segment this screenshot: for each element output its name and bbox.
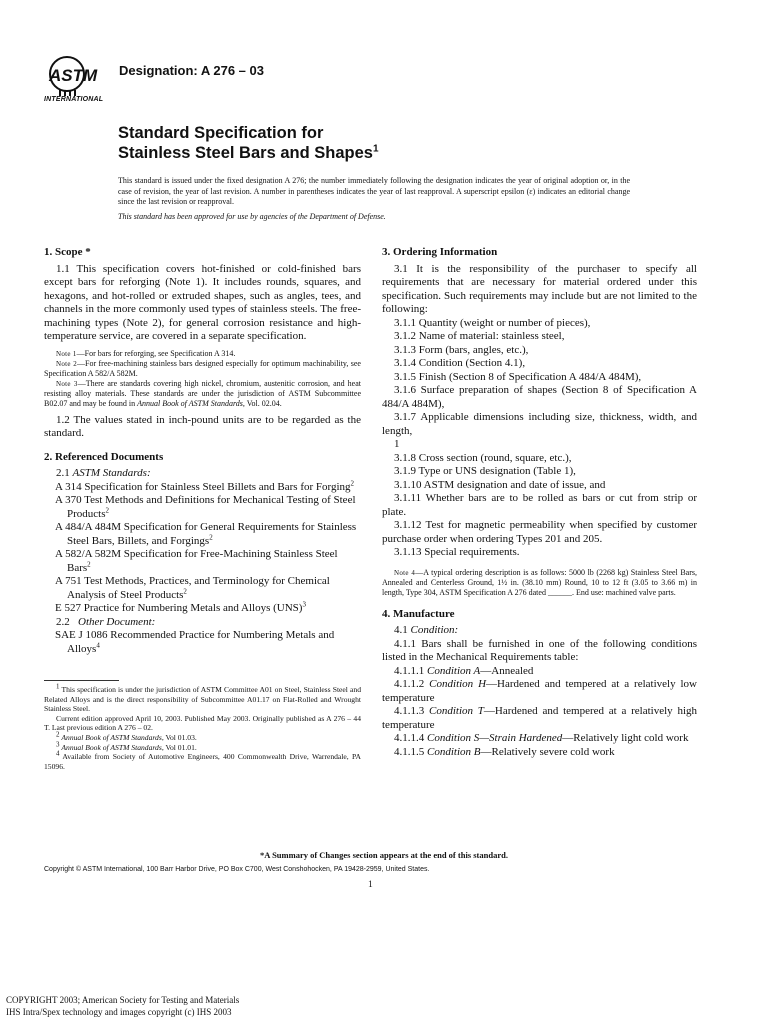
footnote-4-text: Available from Society of Automotive Engineers, 400 Commonwealth Drive, Warrendale, PA 15096. — [44, 752, 361, 771]
cond-s-label: Condition S — [427, 732, 480, 744]
para-4-1-1-2 — [382, 678, 697, 705]
referenced-documents-heading: 2. Referenced Documents — [44, 450, 164, 463]
note-2 — [44, 359, 361, 379]
logo-subtext: INTERNATIONAL — [44, 96, 104, 103]
ordering-heading: 3. Ordering Information — [382, 246, 498, 258]
ref-e527-sup: 3 — [302, 600, 306, 609]
ihs-footer — [6, 994, 239, 1018]
ref-a314 — [44, 478, 361, 495]
ref-sae-text: SAE J 1086 Recommended Practice for Numbering Metals and Alloys — [55, 629, 335, 655]
ref-a751 — [44, 575, 361, 602]
note-1 — [44, 349, 361, 359]
intro-paragraph: This standard is issued under the fixed designation A 276; the number immediately following the designation indicates the year of original adoption or, in the case of revision, the year of last revision. A number in parentheses indicates the year of last reapproval. A superscript epsilon (ε) indicates an editorial change since the last revision or reapproval. — [118, 176, 630, 207]
item-3-1-4: 3.1.4 Condition (Section 4.1), — [394, 357, 526, 369]
footnote-1-text: This specification is under the jurisdiction of ASTM Committee A01 on Steel, Stainless Steel and Related Alloys and is the direct responsibility of Subcommittee A01.17 on Flat-Rolled and Wrought Stainless Steel. — [44, 685, 361, 714]
title-line2 — [118, 143, 379, 163]
footnote-1 — [44, 682, 361, 714]
ref-a484 — [44, 521, 361, 548]
cond-s-text: —Relatively light cold work — [562, 732, 689, 744]
ref-a582-text: A 582/A 582M Specification for Free-Machining Stainless Steel Bars — [55, 548, 338, 574]
title-footnote-ref: 1 — [372, 143, 379, 155]
footnote-4 — [44, 749, 361, 771]
manufacture-heading: 4. Manufacture — [382, 607, 455, 620]
item-3-1-5: 3.1.5 Finish (Section 8 of Specification A 484/A 484M), — [394, 370, 642, 383]
ref-a751-sup: 2 — [183, 586, 187, 595]
para-4-1 — [382, 624, 697, 638]
note-4 — [382, 568, 697, 598]
footnote-2-italic: Annual Book of ASTM Standards — [61, 732, 162, 742]
para-4-1-1-3 — [382, 705, 697, 732]
scope-heading: 1. Scope * — [44, 246, 91, 258]
footnote-3 — [44, 740, 361, 753]
footnote-4-sup: 4 — [56, 749, 60, 758]
item-3-1-1: 3.1.1 Quantity (weight or number of pieces), — [394, 316, 591, 329]
item-3-1-3: 3.1.3 Form (bars, angles, etc.), — [394, 343, 529, 356]
cond-h-text: —Hardened and tempered at a relatively low temperature — [382, 678, 697, 704]
ref-e527 — [44, 602, 361, 616]
ref-a582-sup: 2 — [87, 559, 91, 568]
ref-a582 — [44, 548, 361, 575]
right-column — [382, 246, 697, 759]
ref-a314-sup: 2 — [350, 478, 355, 487]
note-4-text: —A typical ordering description is as follows: 5000 lb (2268 kg) Stainless Steel Bars, Annealed and Centerless Ground, 1½ in. (38.10 mm) Round, 10 to 12 ft (3.05 to 3.66 m) in length, Type 304, ASTM Specification A 276 dated ______. End use: machined valve parts. — [382, 567, 697, 597]
para-1-2: 1.2 The values stated in inch-pound units are to be regarded as the standard. — [44, 413, 361, 439]
note-3-italic: Annual Book of ASTM Standards — [137, 398, 243, 408]
para-2-1-title: ASTM Standards: — [72, 467, 151, 479]
item-3-1-6: 3.1.6 Surface preparation of shapes (Section 8 of Specification A 484/A 484M), — [382, 384, 697, 410]
left-column — [44, 246, 361, 771]
ref-a314-text: A 314 Specification for Stainless Steel Billets and Bars for Forging — [55, 480, 351, 493]
cond-h-label: Condition H — [429, 678, 487, 690]
note-1-label: Note 1 — [56, 349, 77, 358]
para-4-1-1-1 — [382, 665, 697, 679]
note-3 — [44, 379, 361, 409]
note-2-label: Note 2 — [56, 359, 78, 368]
para-2-1 — [44, 467, 361, 481]
footnote-3-end: , Vol 01.01. — [161, 742, 197, 752]
cond-t-label: Condition T — [429, 705, 484, 717]
cond-s-label2: —Strain Hardened — [479, 732, 563, 744]
summary-of-changes-note: *A Summary of Changes section appears at the end of this standard. — [260, 850, 508, 860]
ref-sae-j1086 — [44, 629, 361, 656]
title-line1: Standard Specification for — [118, 124, 324, 142]
footnote-divider — [44, 680, 119, 681]
para-4-1-title: Condition: — [410, 624, 459, 636]
designation: Designation: A 276 – 03 — [119, 63, 264, 78]
footnote-2 — [44, 730, 361, 743]
ref-a751-text: A 751 Test Methods, Practices, and Terminology for Chemical Analysis of Steel Products — [55, 575, 330, 601]
footnote-1b: Current edition approved April 10, 2003. Published May 2003. Originally published as A 276 – 44 T. Last previous edition A 276 – 02. — [44, 713, 361, 733]
ref-e527-text: E 527 Practice for Numbering Metals and Alloys (UNS) — [55, 602, 303, 614]
cond-b-label: Condition B — [427, 745, 481, 758]
item-3-1-9: 3.1.9 Type or UNS designation (Table 1), — [394, 465, 576, 477]
item-3-1-11: 3.1.11 Whether bars are to be rolled as bars or cut from strip or plate. — [382, 492, 697, 518]
item-3-1-7: 3.1.7 Applicable dimensions including size, thickness, width, and length, — [382, 411, 697, 437]
dod-approval: This standard has been approved for use by agencies of the Department of Defense. — [118, 212, 386, 221]
ref-a370-sup: 2 — [105, 505, 109, 514]
copyright-line: Copyright © ASTM International, 100 Barr Harbor Drive, PO Box C700, West Conshohocken, PA 19428-2959, United States. — [44, 866, 430, 873]
note-2-text: —For free-machining stainless bars designed especially for optimum machinability, see Specification A 582/A 582M. — [44, 358, 361, 378]
logo-text: ASTM — [49, 66, 98, 85]
footnote-2-end: , Vol 01.03. — [161, 732, 197, 742]
para-1-1: 1.1 This specification covers hot-finished or cold-finished bars except bars for reforging (Note 1). It includes rounds, squares, and hexagons, and hot-rolled or extruded shapes, such as angles, tees, and channels in the more commonly used types of stainless steels. The free-machining types (Note 2), for general corrosion resistance and high-temperature service, are covered in a separate specification. — [44, 262, 361, 342]
footnote-3-italic: Annual Book of ASTM Standards — [61, 742, 162, 752]
note-1-text: —For bars for reforging, see Specification A 314. — [76, 348, 236, 358]
cond-a-num: 4.1.1.1 — [394, 664, 425, 677]
ref-a484-text: A 484/A 484M Specification for General Requirements for Stainless Steel Bars, Billets, and Forgings — [55, 521, 357, 547]
para-2-2-num: 2.2 — [56, 615, 70, 628]
para-2-2 — [44, 616, 361, 630]
page-title — [118, 123, 379, 163]
cond-s-num: 4.1.1.4 — [394, 732, 425, 744]
item-3-1-10: 3.1.10 ASTM designation and date of issue, and — [394, 478, 606, 491]
para-4-1-num: 4.1 — [394, 624, 408, 636]
para-4-1-1: 4.1.1 Bars shall be furnished in one of the following conditions listed in the Mechanical Requirements table: — [382, 637, 697, 663]
cond-t-num: 4.1.1.3 — [394, 705, 425, 717]
ref-a370-text: A 370 Test Methods and Definitions for Mechanical Testing of Steel Products — [55, 494, 356, 520]
cond-a-text: —Annealed — [480, 664, 534, 677]
para-4-1-1-4 — [382, 732, 697, 746]
footnote-3-sup: 3 — [56, 740, 60, 749]
para-3-1: 3.1 It is the responsibility of the purchaser to specify all requirements that are necessary for material ordered under this specification. Such requirements may include but are not limited to the following: — [382, 262, 697, 315]
note-3-text: —There are standards covering high nickel, chromium, austenitic corrosion, and heat resisting alloy materials. These standards are under the jurisdiction of ASTM Subcommittee B02.07 and may be found in — [44, 378, 361, 408]
note-3-end: , Vol. 02.04. — [242, 398, 282, 408]
footnote-1-sup: 1 — [56, 682, 60, 691]
page-number: 1 — [368, 880, 373, 890]
cond-h-num: 4.1.1.2 — [394, 678, 425, 690]
para-2-2-title: Other Document: — [78, 615, 156, 628]
para-2-1-num: 2.1 — [56, 467, 70, 479]
title-line2-text: Stainless Steel Bars and Shapes — [118, 144, 373, 162]
footnote-2-sup: 2 — [56, 730, 60, 739]
item-3-1-8: 3.1.8 Cross section (round, square, etc.), — [394, 451, 572, 464]
item-3-1-12: 3.1.12 Test for magnetic permeability when specified by customer purchase order when ordering Types 201 and 205. — [382, 519, 697, 545]
note-3-label: Note 3 — [56, 379, 78, 388]
para-4-1-1-5 — [382, 746, 697, 760]
ref-a484-sup: 2 — [209, 532, 213, 541]
cond-b-text: —Relatively severe cold work — [480, 745, 615, 758]
ihs-footer-line1: COPYRIGHT 2003; American Society for Testing and Materials — [6, 995, 240, 1005]
ref-a370 — [44, 494, 361, 521]
cond-t-text: —Hardened and tempered at a relatively high temperature — [382, 705, 697, 731]
cond-a-label: Condition A — [427, 664, 481, 677]
ihs-footer-line2: IHS Intra/Spex technology and images copyright (c) IHS 2003 — [6, 1007, 232, 1017]
note-4-label: Note 4 — [394, 568, 416, 577]
ref-sae-sup: 4 — [96, 640, 100, 649]
item-stray-number: 1 — [394, 438, 400, 450]
cond-b-num: 4.1.1.5 — [394, 745, 425, 758]
item-3-1-2: 3.1.2 Name of material: stainless steel, — [394, 330, 565, 342]
item-3-1-13: 3.1.13 Special requirements. — [394, 546, 520, 558]
